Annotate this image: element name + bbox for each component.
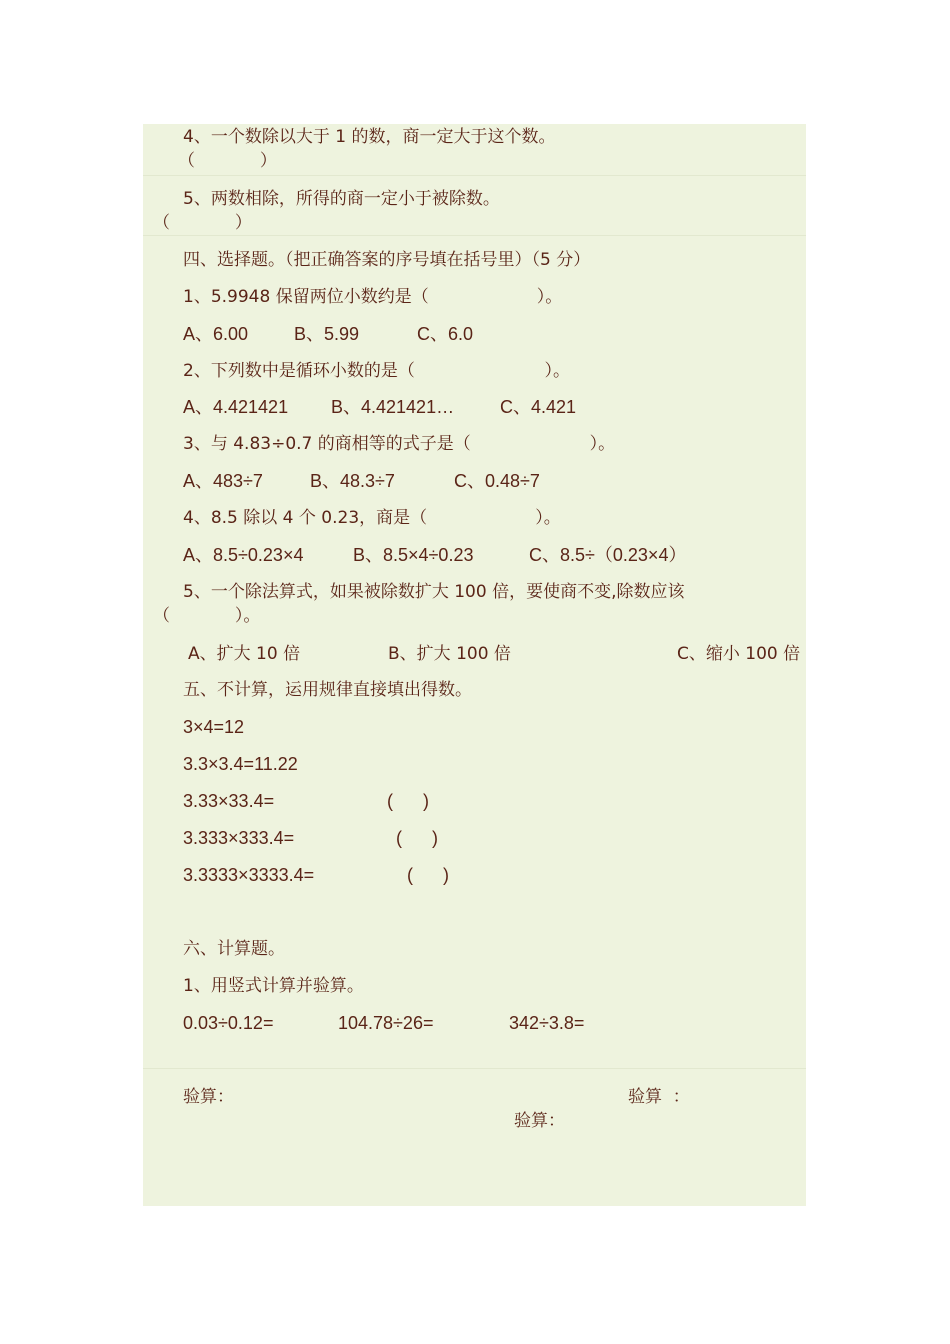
option-a[interactable]: A、483÷7 <box>183 471 263 491</box>
choice-question-2: 2、下列数中是循环小数的是（ ）。 <box>183 361 571 381</box>
choice-question-1: 1、5.9948 保留两位小数约是（ ）。 <box>183 287 563 307</box>
calc-problem: 104.78÷26= <box>338 1013 434 1033</box>
option-c[interactable]: C、8.5÷（0.23×4） <box>529 545 687 565</box>
pattern-line: 3.33×33.4= <box>183 791 275 811</box>
answer-paren[interactable]: ( ) <box>396 828 438 848</box>
option-b[interactable]: B、4.421421… <box>331 397 455 417</box>
section-heading-6: 六、计算题。 <box>183 939 285 959</box>
option-b[interactable]: B、48.3÷7 <box>310 471 395 491</box>
judge-question-4: 4、一个数除以大于 1 的数，商一定大于这个数。 <box>183 127 556 147</box>
choice-question-5: 5、一个除法算式，如果被除数扩大 100 倍，要使商不变,除数应该 <box>183 582 685 602</box>
calc-problem: 342÷3.8= <box>509 1013 585 1033</box>
answer-paren[interactable]: ( ) <box>407 865 449 885</box>
option-c[interactable]: C、6.0 <box>417 324 474 344</box>
option-c[interactable]: C、缩小 100 倍 <box>677 644 801 664</box>
option-a[interactable]: A、4.421421 <box>183 397 289 417</box>
option-a[interactable]: A、扩大 10 倍 <box>188 644 301 664</box>
answer-paren[interactable]: （ ） <box>153 213 252 233</box>
answer-paren[interactable]: ( ) <box>387 791 429 811</box>
pattern-line: 3.3333×3333.4= <box>183 865 315 885</box>
answer-paren[interactable]: （ ）。 <box>153 606 261 626</box>
divider <box>143 235 806 236</box>
check-label: 验算 ： <box>628 1087 690 1107</box>
answer-paren[interactable]: （ ） <box>178 151 277 171</box>
calc-problem: 0.03÷0.12= <box>183 1013 274 1033</box>
option-b[interactable]: B、5.99 <box>294 324 360 344</box>
choice-question-3: 3、与 4.83÷0.7 的商相等的式子是（ ）。 <box>183 434 616 454</box>
divider <box>143 175 806 176</box>
choice-question-4: 4、8.5 除以 4 个 0.23，商是（ ）。 <box>183 508 561 528</box>
pattern-line: 3.3×3.4=11.22 <box>183 754 298 774</box>
pattern-line: 3.333×333.4= <box>183 828 295 848</box>
option-a[interactable]: A、8.5÷0.23×4 <box>183 545 304 565</box>
section-heading-5: 五、不计算，运用规律直接填出得数。 <box>183 680 472 700</box>
check-label: 验算： <box>183 1087 234 1107</box>
divider <box>143 1068 806 1069</box>
calc-question-1: 1、用竖式计算并验算。 <box>183 976 364 996</box>
option-c[interactable]: C、4.421 <box>500 397 577 417</box>
judge-question-5: 5、两数相除，所得的商一定小于被除数。 <box>183 189 500 209</box>
option-c[interactable]: C、0.48÷7 <box>454 471 540 491</box>
pattern-line: 3×4=12 <box>183 717 245 737</box>
section-heading-4: 四、选择题。（把正确答案的序号填在括号里）（5 分） <box>183 250 591 270</box>
option-b[interactable]: B、扩大 100 倍 <box>388 644 511 664</box>
check-label: 验算： <box>514 1111 565 1131</box>
option-a[interactable]: A、6.00 <box>183 324 249 344</box>
option-b[interactable]: B、8.5×4÷0.23 <box>353 545 474 565</box>
